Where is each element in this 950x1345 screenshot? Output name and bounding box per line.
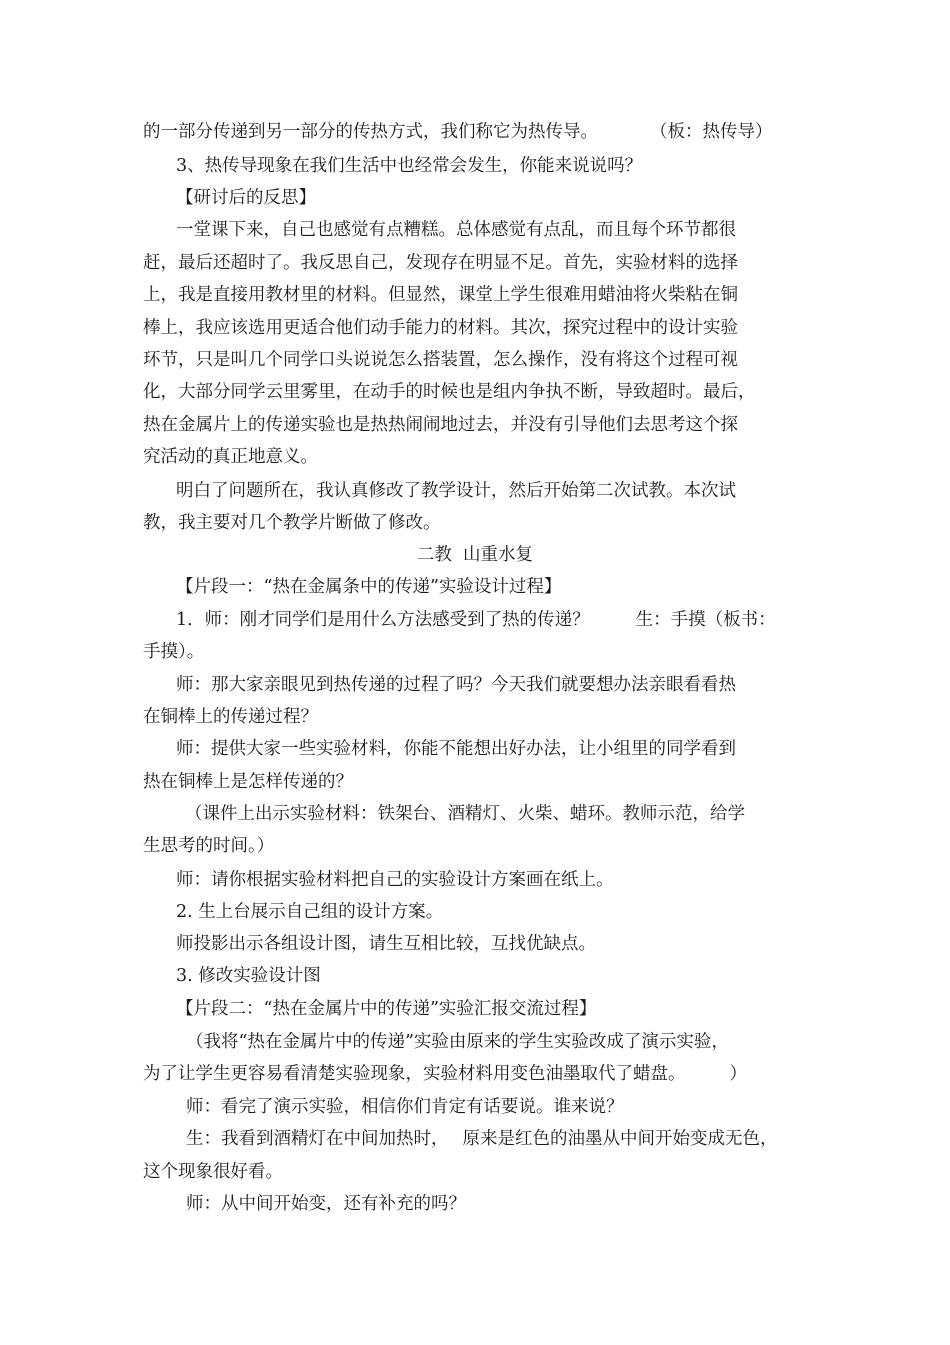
- text-line-4: 一堂课下来，自己也感觉有点糟糕。总体感觉有点乱，而且每个环节都很: [176, 220, 736, 240]
- text-line-20: 师：提供大家一些实验材料，你能不能想出好办法，让小组里的同学看到: [176, 739, 736, 759]
- text-line-8: 环节，只是叫几个同学口头说说怎么搭装置，怎么操作，没有将这个过程可视: [143, 350, 738, 370]
- line-continuation: 原来是红色的油墨从中间开始变成无色，: [462, 1129, 778, 1149]
- text-line-13: 教，我主要对几个教学片断做了修改。: [143, 513, 441, 533]
- line-text: 生：我看到酒精灯在中间加热时，: [186, 1129, 449, 1149]
- text-line-26: 师投影出示各组设计图，请生互相比较，互找优缺点。: [176, 934, 596, 954]
- text-line-21: 热在铜棒上是怎样传递的？: [143, 772, 353, 792]
- text-line-25: 2. 生上台展示自己组的设计方案。: [176, 902, 444, 922]
- text-line-1: [143, 120, 773, 144]
- text-line-30: [143, 1062, 747, 1086]
- text-line-18: 师：那大家亲眼见到热传递的过程了吗？今天我们就要想办法亲眼看看热: [176, 675, 736, 695]
- text-line-19: 在铜棒上的传递过程？: [143, 707, 318, 727]
- text-line-16: [176, 608, 776, 632]
- line-text: 为了让学生更容易看清楚实验现象，实验材料用变色油墨取代了蜡盘。: [143, 1064, 686, 1084]
- text-line-34: 师：从中间开始变，还有补充的吗？: [186, 1194, 466, 1214]
- text-line-23: 生思考的时间。）: [143, 836, 275, 856]
- text-line-12: 明白了问题所在，我认真修改了教学设计，然后开始第二次试教。本次试: [176, 481, 736, 501]
- text-line-22: （课件上出示实验材料：铁架台、酒精灯、火柴、蜡环。教师示范，给学: [185, 804, 745, 824]
- board-note: （板：热传导）: [650, 122, 773, 142]
- text-line-10: 热在金属片上的传递实验也是热热闹闹地过去，并没有引导他们去思考这个探: [143, 415, 738, 435]
- line-text: 1．师：刚才同学们是用什么方法感受到了热的传递？: [176, 610, 590, 630]
- text-line-32: [186, 1127, 778, 1151]
- student-answer: 生：手摸（板书：: [635, 610, 776, 630]
- text-line-17: 手摸）。: [143, 642, 205, 662]
- text-line-11: 究活动的真正地意义。: [143, 447, 318, 467]
- text-line-27: 3. 修改实验设计图: [176, 966, 321, 986]
- text-line-5: 赶，最后还超时了。我反思自己，发现存在明显不足。首先，实验材料的选择: [143, 253, 738, 273]
- text-line-29: （我将“热在金属片中的传递”实验由原来的学生实验改成了演示实验，: [186, 1032, 729, 1052]
- text-line-33: 这个现象很好看。: [143, 1162, 283, 1182]
- line-text: 的一部分传递到另一部分的传热方式，我们称它为热传导。: [143, 122, 598, 142]
- text-line-7: 棒上，我应该选用更适合他们动手能力的材料。其次，探究过程中的设计实验: [143, 318, 738, 338]
- closing-paren: ）: [729, 1064, 747, 1084]
- section-heading-reflection: 【研讨后的反思】: [176, 188, 316, 208]
- text-line-2: 3、热传导现象在我们生活中也经常会发生，你能来说说吗？: [176, 156, 643, 176]
- section-heading-segment-2: 【片段二：“热在金属片中的传递”实验汇报交流过程】: [176, 999, 597, 1019]
- text-line-6: 上，我是直接用教材里的材料。但显然，课堂上学生很难用蜡油将火柴粘在铜: [143, 285, 738, 305]
- text-line-24: 师：请你根据实验材料把自己的实验设计方案画在纸上。: [176, 870, 614, 890]
- text-line-31: 师：看完了演示实验，相信你们肯定有话要说。谁来说？: [186, 1097, 624, 1117]
- section-heading-segment-1: 【片段一：“热在金属条中的传递”实验设计过程】: [176, 577, 562, 597]
- text-line-9: 化，大部分同学云里雾里，在动手的时候也是组内争执不断，导致超时。最后，: [143, 382, 756, 402]
- section-title-second-teaching: 二教 山重水复: [416, 545, 534, 565]
